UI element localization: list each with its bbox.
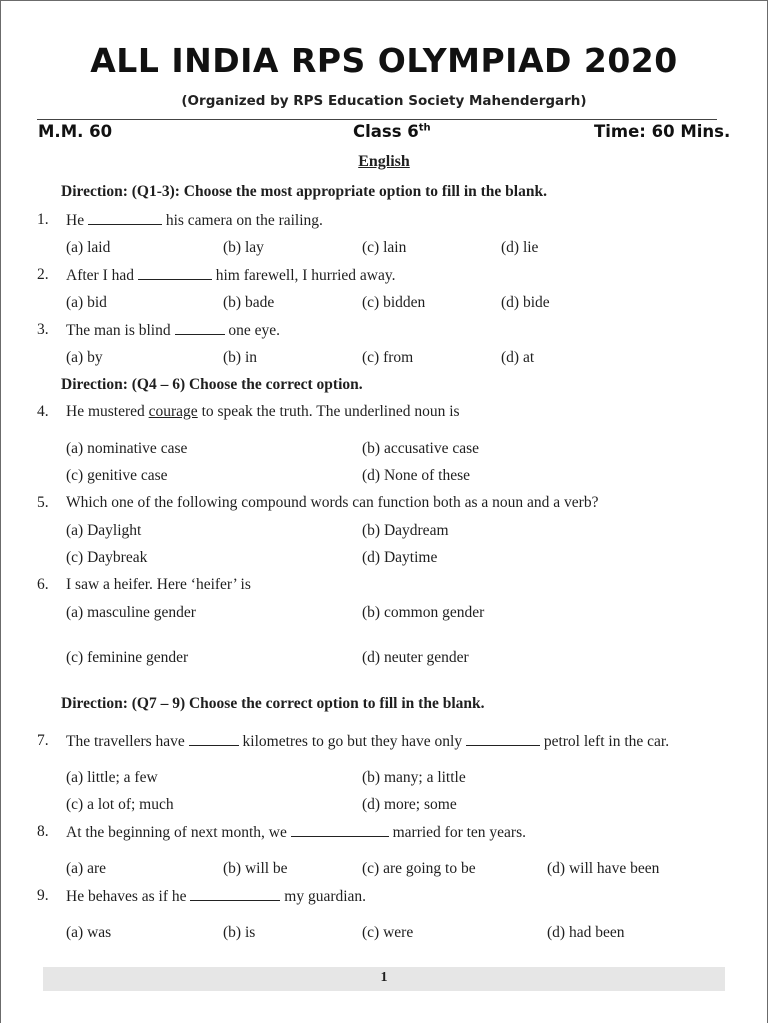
question-2-option-a: (a) bid: [66, 294, 107, 311]
class-label: [353, 122, 431, 141]
question-1-option-c: (c) lain: [362, 239, 407, 256]
direction-3: Direction: (Q7 – 9) Choose the correct option to fill in the blank.: [61, 695, 485, 712]
question-3-option-c: (c) from: [362, 349, 414, 366]
question-2-option-b: (b) bade: [223, 294, 275, 311]
question-text-part: to speak the truth. The underlined noun is: [201, 403, 460, 420]
question-7-number: 7.: [37, 732, 49, 749]
question-text-part: kilometres to go but they have only: [242, 733, 463, 750]
question-5-text: Which one of the following compound words can function both as a noun and a verb?: [66, 494, 599, 511]
question-1-option-b: (b) lay: [223, 239, 264, 256]
question-6-text: I saw a heifer. Here ‘heifer’ is: [66, 576, 251, 593]
question-9-option-a: (a) was: [66, 924, 112, 941]
question-3-option-b: (b) in: [223, 349, 258, 366]
question-4-option-a: (a) nominative case: [66, 440, 188, 457]
question-5-number: 5.: [37, 494, 49, 511]
page-footer: [43, 967, 725, 991]
question-2-option-d: (d) bide: [501, 294, 550, 311]
question-4-number: 4.: [37, 403, 49, 420]
class-superscript: th: [418, 122, 431, 134]
question-6-option-b: (b) common gender: [362, 604, 485, 621]
question-5-option-d: (d) Daytime: [362, 549, 438, 566]
question-8-number: 8.: [37, 823, 49, 840]
question-8-option-d: (d) will have been: [547, 860, 660, 877]
question-text-part: At the beginning of next month, we: [66, 824, 287, 841]
question-7-option-a: (a) little; a few: [66, 769, 158, 786]
question-2-number: 2.: [37, 266, 49, 283]
question-8-option-a: (a) are: [66, 860, 106, 877]
question-3-option-a: (a) by: [66, 349, 103, 366]
question-3-option-d: (d) at: [501, 349, 535, 366]
answer-blank: [189, 732, 239, 746]
subject-heading: English: [358, 153, 410, 170]
question-8-option-c: (c) are going to be: [362, 860, 476, 877]
question-9-number: 9.: [37, 887, 49, 904]
question-7-option-c: (c) a lot of; much: [66, 796, 174, 813]
direction-2: Direction: (Q4 – 6) Choose the correct option.: [61, 376, 363, 393]
question-6-number: 6.: [37, 576, 49, 593]
question-text-part: He behaves as if he: [66, 888, 187, 905]
answer-blank: [88, 211, 162, 225]
question-text-part: my guardian.: [284, 888, 367, 905]
underlined-noun: courage: [148, 403, 198, 420]
question-7-option-b: (b) many; a little: [362, 769, 466, 786]
question-4-option-c: (c) genitive case: [66, 467, 168, 484]
question-text-part: He mustered: [66, 403, 145, 420]
question-6-option-d: (d) neuter gender: [362, 649, 469, 666]
max-marks: M.M. 60: [38, 122, 113, 141]
direction-1: Direction: (Q1-3): Choose the most appropriate option to fill in the blank.: [61, 183, 547, 200]
question-1-option-a: (a) laid: [66, 239, 111, 256]
question-text-part: petrol left in the car.: [543, 733, 670, 750]
question-9-option-c: (c) were: [362, 924, 414, 941]
question-2-option-c: (c) bidden: [362, 294, 426, 311]
question-5-option-c: (c) Daybreak: [66, 549, 148, 566]
question-3-number: 3.: [37, 321, 49, 338]
exam-title: ALL INDIA RPS OLYMPIAD 2020: [90, 41, 678, 80]
answer-blank: [175, 321, 225, 335]
page-number: 1: [380, 970, 388, 985]
organizer-subtitle: (Organized by RPS Education Society Mahendergarh): [181, 93, 587, 109]
time-limit: Time: 60 Mins.: [594, 122, 731, 141]
question-9-text: [66, 887, 366, 906]
question-4-option-d: (d) None of these: [362, 467, 471, 484]
question-9-option-d: (d) had been: [547, 924, 625, 941]
question-text-part: After I had: [66, 267, 134, 284]
answer-blank: [291, 823, 389, 837]
question-text-part: The man is blind: [66, 322, 171, 339]
question-text-part: his camera on the railing.: [165, 212, 323, 229]
question-1-text: [66, 211, 323, 230]
answer-blank: [138, 266, 212, 280]
question-8-option-b: (b) will be: [223, 860, 288, 877]
question-7-option-d: (d) more; some: [362, 796, 457, 813]
question-7-text: [66, 732, 669, 751]
question-text-part: one eye.: [228, 322, 281, 339]
question-text-part: him farewell, I hurried away.: [215, 267, 396, 284]
question-text-part: married for ten years.: [392, 824, 527, 841]
header-divider: [37, 119, 717, 120]
answer-blank: [190, 887, 280, 901]
class-text: Class 6: [353, 122, 419, 141]
question-8-text: [66, 823, 526, 842]
question-1-option-d: (d) lie: [501, 239, 539, 256]
question-6-option-c: (c) feminine gender: [66, 649, 189, 666]
question-9-option-b: (b) is: [223, 924, 256, 941]
answer-blank: [466, 732, 540, 746]
question-3-text: [66, 321, 280, 340]
question-text-part: He: [66, 212, 85, 229]
question-5-option-b: (b) Daydream: [362, 522, 449, 539]
question-5-option-a: (a) Daylight: [66, 522, 142, 539]
question-4-option-b: (b) accusative case: [362, 440, 480, 457]
question-text-part: The travellers have: [66, 733, 185, 750]
question-6-option-a: (a) masculine gender: [66, 604, 196, 621]
question-4-text: [66, 403, 460, 421]
question-1-number: 1.: [37, 211, 49, 228]
question-2-text: [66, 266, 396, 285]
